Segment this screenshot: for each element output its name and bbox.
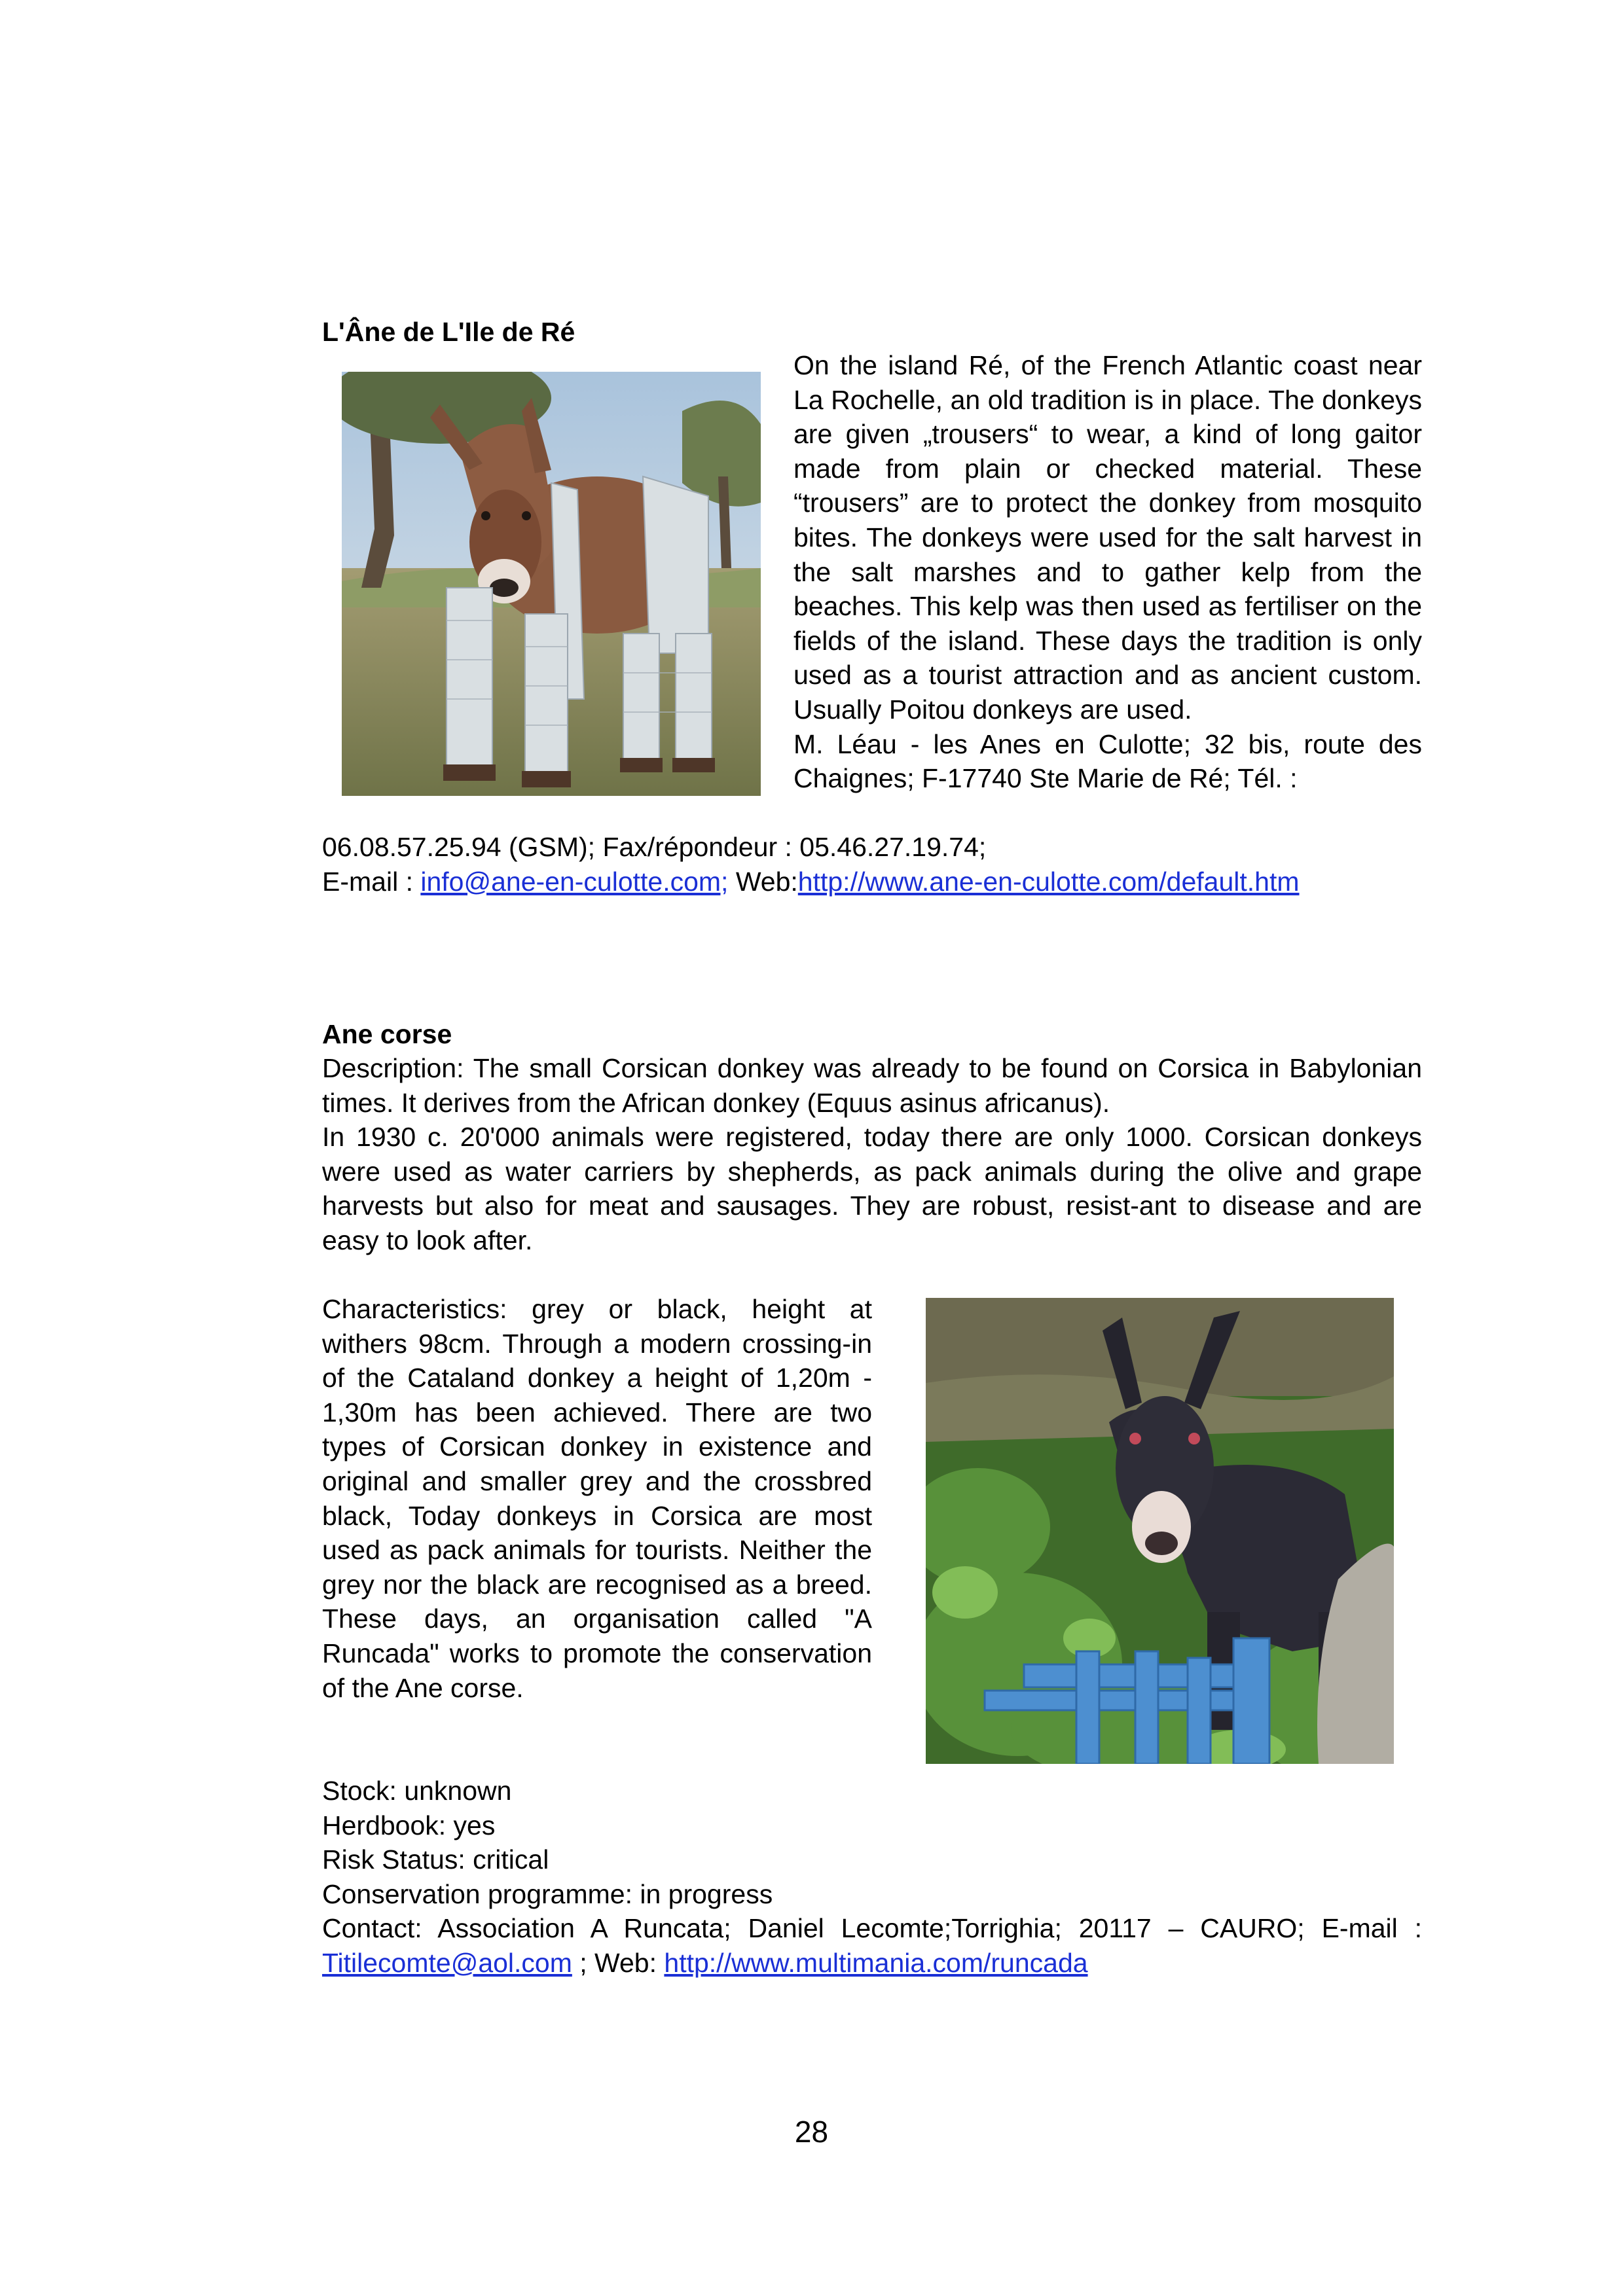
ile-de-re-address: M. Léau - les Anes en Culotte; 32 bis, route des Chaignes; F-17740 Ste Marie de Ré; Tél. : xyxy=(793,728,1422,794)
ile-de-re-text xyxy=(793,348,1422,796)
email-label: E-mail : xyxy=(322,866,421,897)
ane-corse-web-label: ; Web: xyxy=(572,1947,665,1978)
black-donkey-photo xyxy=(926,1298,1394,1764)
ane-corse-herdbook: Herdbook: yes xyxy=(322,1810,496,1840)
ane-corse-description xyxy=(322,1051,1422,1258)
ane-corse-contact-text: Contact: Association A Runcata; Daniel Lecomte;Torrighia; 20117 – CAURO; E-mail : xyxy=(322,1913,1422,1944)
ane-corse-risk: Risk Status: critical xyxy=(322,1844,549,1875)
web-label: Web: xyxy=(728,866,798,897)
section-title-ile-de-re: L'Âne de L'Ile de Ré xyxy=(322,317,575,347)
web-link-ane-en-culotte[interactable]: http://www.ane-en-culotte.com/default.htm xyxy=(797,866,1300,897)
ane-corse-stock: Stock: unknown xyxy=(322,1776,512,1806)
web-link-runcada[interactable]: http://www.multimania.com/runcada xyxy=(664,1947,1088,1978)
ane-corse-characteristics-block xyxy=(322,1292,872,1705)
ane-corse-description-2: In 1930 c. 20'000 animals were registered, today there are only 1000. Corsican donkeys were used as water carriers by shepherds, as pack animals during the olive and grape harvests but also for meat and sausages. They are robust, resist-ant to disease and are easy to look after. xyxy=(322,1122,1422,1255)
section-title-ane-corse: Ane corse xyxy=(322,1019,452,1049)
ile-de-re-links xyxy=(322,865,1422,899)
email-link-titilecomte[interactable]: Titilecomte@aol.com xyxy=(322,1947,572,1978)
donkey-trousers-photo xyxy=(342,372,761,796)
ane-corse-facts xyxy=(322,1774,1422,1981)
ane-corse-characteristics: Characteristics: grey or black, height at withers 98cm. Through a modern crossing-in of the Cataland donkey a height of 1,20m - 1,30m has been achieved. There are two types of Corsican donkey in existence and original and smaller grey and the crossbred black, Today donkeys in Corsica are most used as pack animals for tourists. Neither the grey nor the black are recognised as a breed. These days, an organisation called "A Runcada" works to promote the conservation of the Ane corse. xyxy=(322,1294,872,1703)
email-link-ane-en-culotte[interactable]: info@ane-en-culotte.com; xyxy=(420,866,729,897)
ane-corse-contact xyxy=(322,1911,1422,1980)
ane-corse-description-1: Description: The small Corsican donkey was already to be found on Corsica in Babylonian times. It derives from the African donkey (Equus asinus africanus). xyxy=(322,1053,1422,1118)
page-number: 28 xyxy=(794,2115,829,2149)
ile-de-re-contact xyxy=(322,830,1422,899)
ile-de-re-paragraph: On the island Ré, of the French Atlantic coast near La Rochelle, an old tradition is in place. The donkeys are given „trousers“ to wear, a kind of long gaitor made from plain or checked material. These “trousers” are to protect the donkey from mosquito bites. The donkeys were used for the salt harvest in the salt marshes and to gather kelp from the beaches. This kelp was then used as fertiliser on the fields of the island. These days the tradition is only used as a tourist attraction and as ancient custom. Usually Poitou donkeys are used. xyxy=(793,350,1422,725)
ane-corse-conservation: Conservation programme: in progress xyxy=(322,1878,773,1909)
ile-de-re-phone: 06.08.57.25.94 (GSM); Fax/répondeur : 05.46.27.19.74; xyxy=(322,832,987,862)
